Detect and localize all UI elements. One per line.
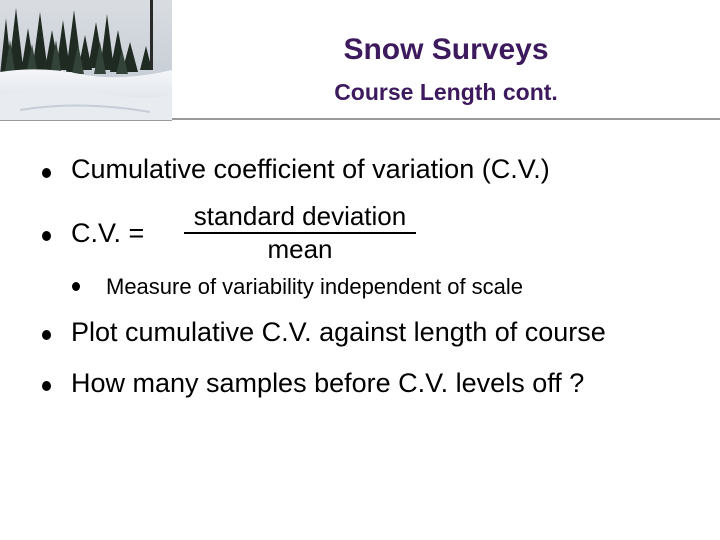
header-rule-left — [0, 120, 172, 121]
bullet-plot-cv: Plot cumulative C.V. against length of course — [71, 317, 606, 347]
bullet-dot — [42, 381, 51, 391]
fraction-numerator: standard deviation — [193, 201, 407, 231]
slide-subtitle: Course Length cont. — [334, 79, 558, 105]
snowy-forest-photo — [0, 0, 172, 121]
slide-title: Snow Surveys — [343, 33, 549, 66]
bullet-cumulative-cv: Cumulative coefficient of variation (C.V.) — [71, 154, 550, 184]
header-divider — [172, 118, 720, 120]
cv-equation-label: C.V. = — [71, 218, 145, 248]
bullet-dot — [42, 231, 51, 241]
fraction-denominator: mean — [267, 234, 333, 264]
sub-bullet-dot — [72, 282, 80, 291]
sub-bullet-measure: Measure of variability independent of scale — [106, 274, 524, 299]
bullet-dot — [42, 168, 51, 178]
bullet-how-many-samples: How many samples before C.V. levels off ? — [71, 368, 585, 398]
bullet-dot — [42, 330, 51, 340]
